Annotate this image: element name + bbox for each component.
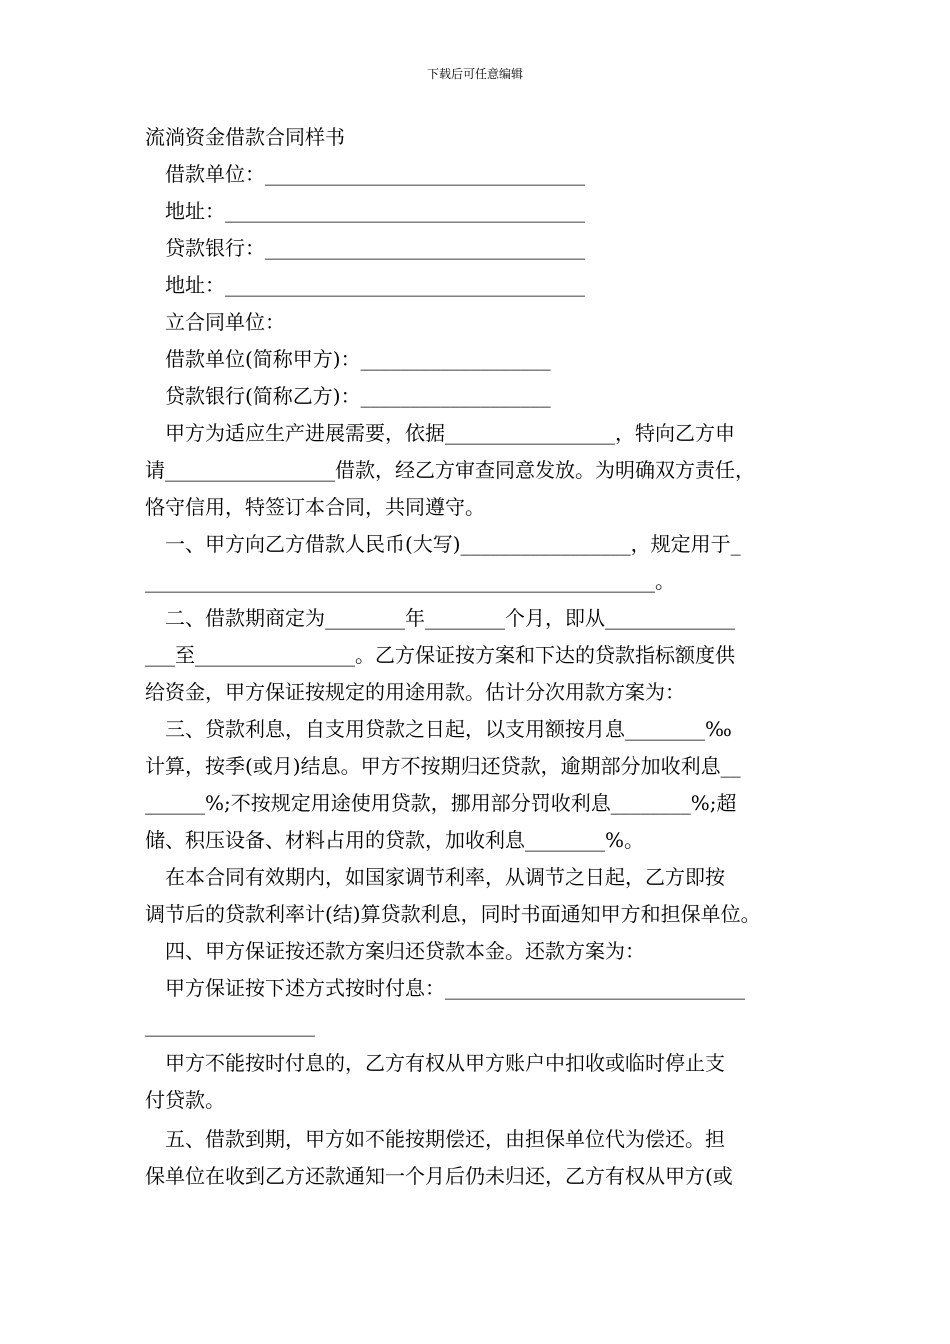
clause-5-line: 保单位在收到乙方还款通知一个月后仍未归还，乙方有权从甲方(或: [145, 1164, 733, 1188]
clause-1-line: 一、甲方向乙方借款人民币(大写)_________________，规定用于_: [165, 532, 741, 556]
field-borrower: 借款单位：________________________________: [165, 162, 585, 186]
contracting-parties-label: 立合同单位：: [165, 310, 285, 334]
default-interest-line: 付贷款。: [145, 1088, 225, 1112]
paragraph-line: 甲方为适应生产进展需要，依据_________________，特向乙方申: [165, 421, 735, 445]
paragraph-line: 恪守信用，特签订本合同，共同遵守。: [145, 495, 485, 519]
clause-4-line: 四、甲方保证按还款方案归还贷款本金。还款方案为：: [165, 939, 645, 963]
interest-payment-line: 甲方保证按下述方式按时付息：______________________________: [165, 976, 745, 1000]
paragraph-line: 请_________________借款，经乙方审查同意发放。为明确双方责任，: [145, 458, 755, 482]
field-party-a: 借款单位(简称甲方)：___________________: [165, 347, 551, 371]
clause-2-line: 二、借款期商定为________年________个月，即从_____________: [165, 606, 735, 630]
field-bank-address: 地址：____________________________________: [165, 273, 585, 297]
field-party-b: 贷款银行(简称乙方)：___________________: [165, 384, 551, 408]
contract-body-continued: [145, 600, 810, 1044]
rate-adjust-line: 调节后的贷款利率计(结)算贷款利息，同时书面通知甲方和担保单位。: [145, 902, 761, 926]
field-borrower-address: 地址：____________________________________: [165, 199, 585, 223]
clause-1-line: ___________________________________________________。: [145, 569, 675, 593]
contract-body-end: [145, 1045, 810, 1119]
contract-body: [145, 119, 810, 600]
clause-3-line: 三、贷款利息，自支用贷款之日起，以支用额按月息________‰: [165, 717, 732, 741]
document-title: 流淌资金借款合同样书: [145, 125, 345, 149]
clause-2-line: ___至________________。乙方保证按方案和下达的贷款指标额度供: [145, 643, 735, 667]
clause-3-line: 计算，按季(或月)结息。甲方不按期归还贷款，逾期部分加收利息__: [145, 754, 741, 778]
clause-3-line: ______%;不按规定用途使用贷款，挪用部分罚收利息________%;超: [145, 791, 737, 815]
clause-5: [145, 1121, 810, 1195]
clause-3-line: 储、积压设备、材料占用的贷款，加收利息________%。: [145, 828, 645, 852]
clause-5-line: 五、借款到期，甲方如不能按期偿还，由担保单位代为偿还。担: [165, 1127, 725, 1151]
default-interest-line: 甲方不能按时付息的，乙方有权从甲方账户中扣收或临时停止支: [165, 1051, 725, 1075]
page-header-note: 下载后可任意编辑: [426, 67, 523, 81]
clause-2-line: 给资金，甲方保证按规定的用途用款。估计分次用款方案为：: [145, 680, 685, 704]
field-lender-bank: 贷款银行：________________________________: [165, 236, 585, 260]
interest-payment-line: _________________: [145, 1013, 315, 1037]
rate-adjust-line: 在本合同有效期内，如国家调节利率，从调节之日起，乙方即按: [165, 865, 725, 889]
